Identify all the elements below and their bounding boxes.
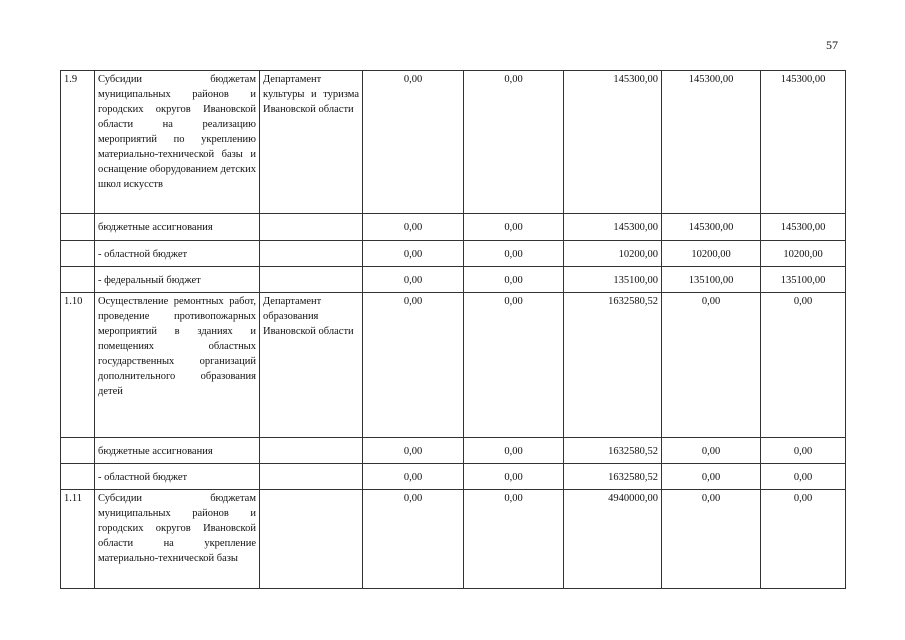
row-name: Субсидии бюджетам муниципальных районов и городских округов Ивановской области на укрепление материально-технической базы xyxy=(95,490,260,589)
value-cell: 0,00 xyxy=(464,293,564,438)
value-cell: 0,00 xyxy=(464,438,564,464)
value-cell: 0,00 xyxy=(662,490,761,589)
row-name: бюджетные ассигнования xyxy=(95,214,260,241)
table-row xyxy=(61,293,846,438)
value-cell: 0,00 xyxy=(363,464,464,490)
value-cell: 0,00 xyxy=(464,490,564,589)
value-cell: 135100,00 xyxy=(662,267,761,293)
value-cell: 0,00 xyxy=(761,438,846,464)
row-executor xyxy=(260,464,363,490)
value-cell: 0,00 xyxy=(363,293,464,438)
value-cell: 10200,00 xyxy=(662,241,761,267)
page-number: 57 xyxy=(826,38,838,52)
table-row xyxy=(61,464,846,490)
row-executor xyxy=(260,241,363,267)
value-cell: 0,00 xyxy=(761,464,846,490)
value-cell: 0,00 xyxy=(662,438,761,464)
value-cell: 1632580,52 xyxy=(564,293,662,438)
value-cell: 145300,00 xyxy=(564,71,662,214)
value-cell: 135100,00 xyxy=(564,267,662,293)
value-cell: 0,00 xyxy=(464,267,564,293)
value-cell: 0,00 xyxy=(363,438,464,464)
value-cell: 145300,00 xyxy=(662,214,761,241)
value-cell: 10200,00 xyxy=(564,241,662,267)
table-row xyxy=(61,438,846,464)
value-cell: 10200,00 xyxy=(761,241,846,267)
table-row xyxy=(61,214,846,241)
value-cell: 0,00 xyxy=(363,267,464,293)
table-row xyxy=(61,267,846,293)
row-index xyxy=(61,241,95,267)
value-cell: 145300,00 xyxy=(761,214,846,241)
value-cell: 0,00 xyxy=(662,293,761,438)
value-cell: 145300,00 xyxy=(662,71,761,214)
value-cell: 0,00 xyxy=(363,490,464,589)
row-executor: Департамент культуры и туризма Ивановской области xyxy=(260,71,363,214)
row-executor xyxy=(260,490,363,589)
row-name: Субсидии бюджетам муниципальных районов и городских округов Ивановской области на реализацию мероприятий по укреплению материально-технической базы и оснащение оборудованием детских школ искусств xyxy=(95,71,260,214)
row-index: 1.11 xyxy=(61,490,95,589)
row-executor xyxy=(260,267,363,293)
row-name: - областной бюджет xyxy=(95,241,260,267)
value-cell: 0,00 xyxy=(363,71,464,214)
row-index xyxy=(61,214,95,241)
value-cell: 135100,00 xyxy=(761,267,846,293)
value-cell: 145300,00 xyxy=(761,71,846,214)
value-cell: 0,00 xyxy=(464,241,564,267)
table-row xyxy=(61,490,846,589)
budget-table xyxy=(60,70,846,589)
value-cell: 1632580,52 xyxy=(564,464,662,490)
row-index xyxy=(61,438,95,464)
row-executor: Департамент образования Ивановской области xyxy=(260,293,363,438)
row-index xyxy=(61,267,95,293)
value-cell: 0,00 xyxy=(363,214,464,241)
row-index: 1.10 xyxy=(61,293,95,438)
value-cell: 0,00 xyxy=(363,241,464,267)
row-name: бюджетные ассигнования xyxy=(95,438,260,464)
row-executor xyxy=(260,214,363,241)
table-row xyxy=(61,71,846,214)
value-cell: 0,00 xyxy=(464,71,564,214)
row-name: Осуществление ремонтных работ, проведение противопожарных мероприятий в зданиях и помещениях областных государственных организаций дополнительного образования детей xyxy=(95,293,260,438)
row-name: - областной бюджет xyxy=(95,464,260,490)
value-cell: 0,00 xyxy=(464,464,564,490)
value-cell: 0,00 xyxy=(464,214,564,241)
row-executor xyxy=(260,438,363,464)
row-name: - федеральный бюджет xyxy=(95,267,260,293)
value-cell: 4940000,00 xyxy=(564,490,662,589)
table-row xyxy=(61,241,846,267)
value-cell: 0,00 xyxy=(662,464,761,490)
row-index xyxy=(61,464,95,490)
value-cell: 145300,00 xyxy=(564,214,662,241)
value-cell: 1632580,52 xyxy=(564,438,662,464)
value-cell: 0,00 xyxy=(761,293,846,438)
row-index: 1.9 xyxy=(61,71,95,214)
value-cell: 0,00 xyxy=(761,490,846,589)
